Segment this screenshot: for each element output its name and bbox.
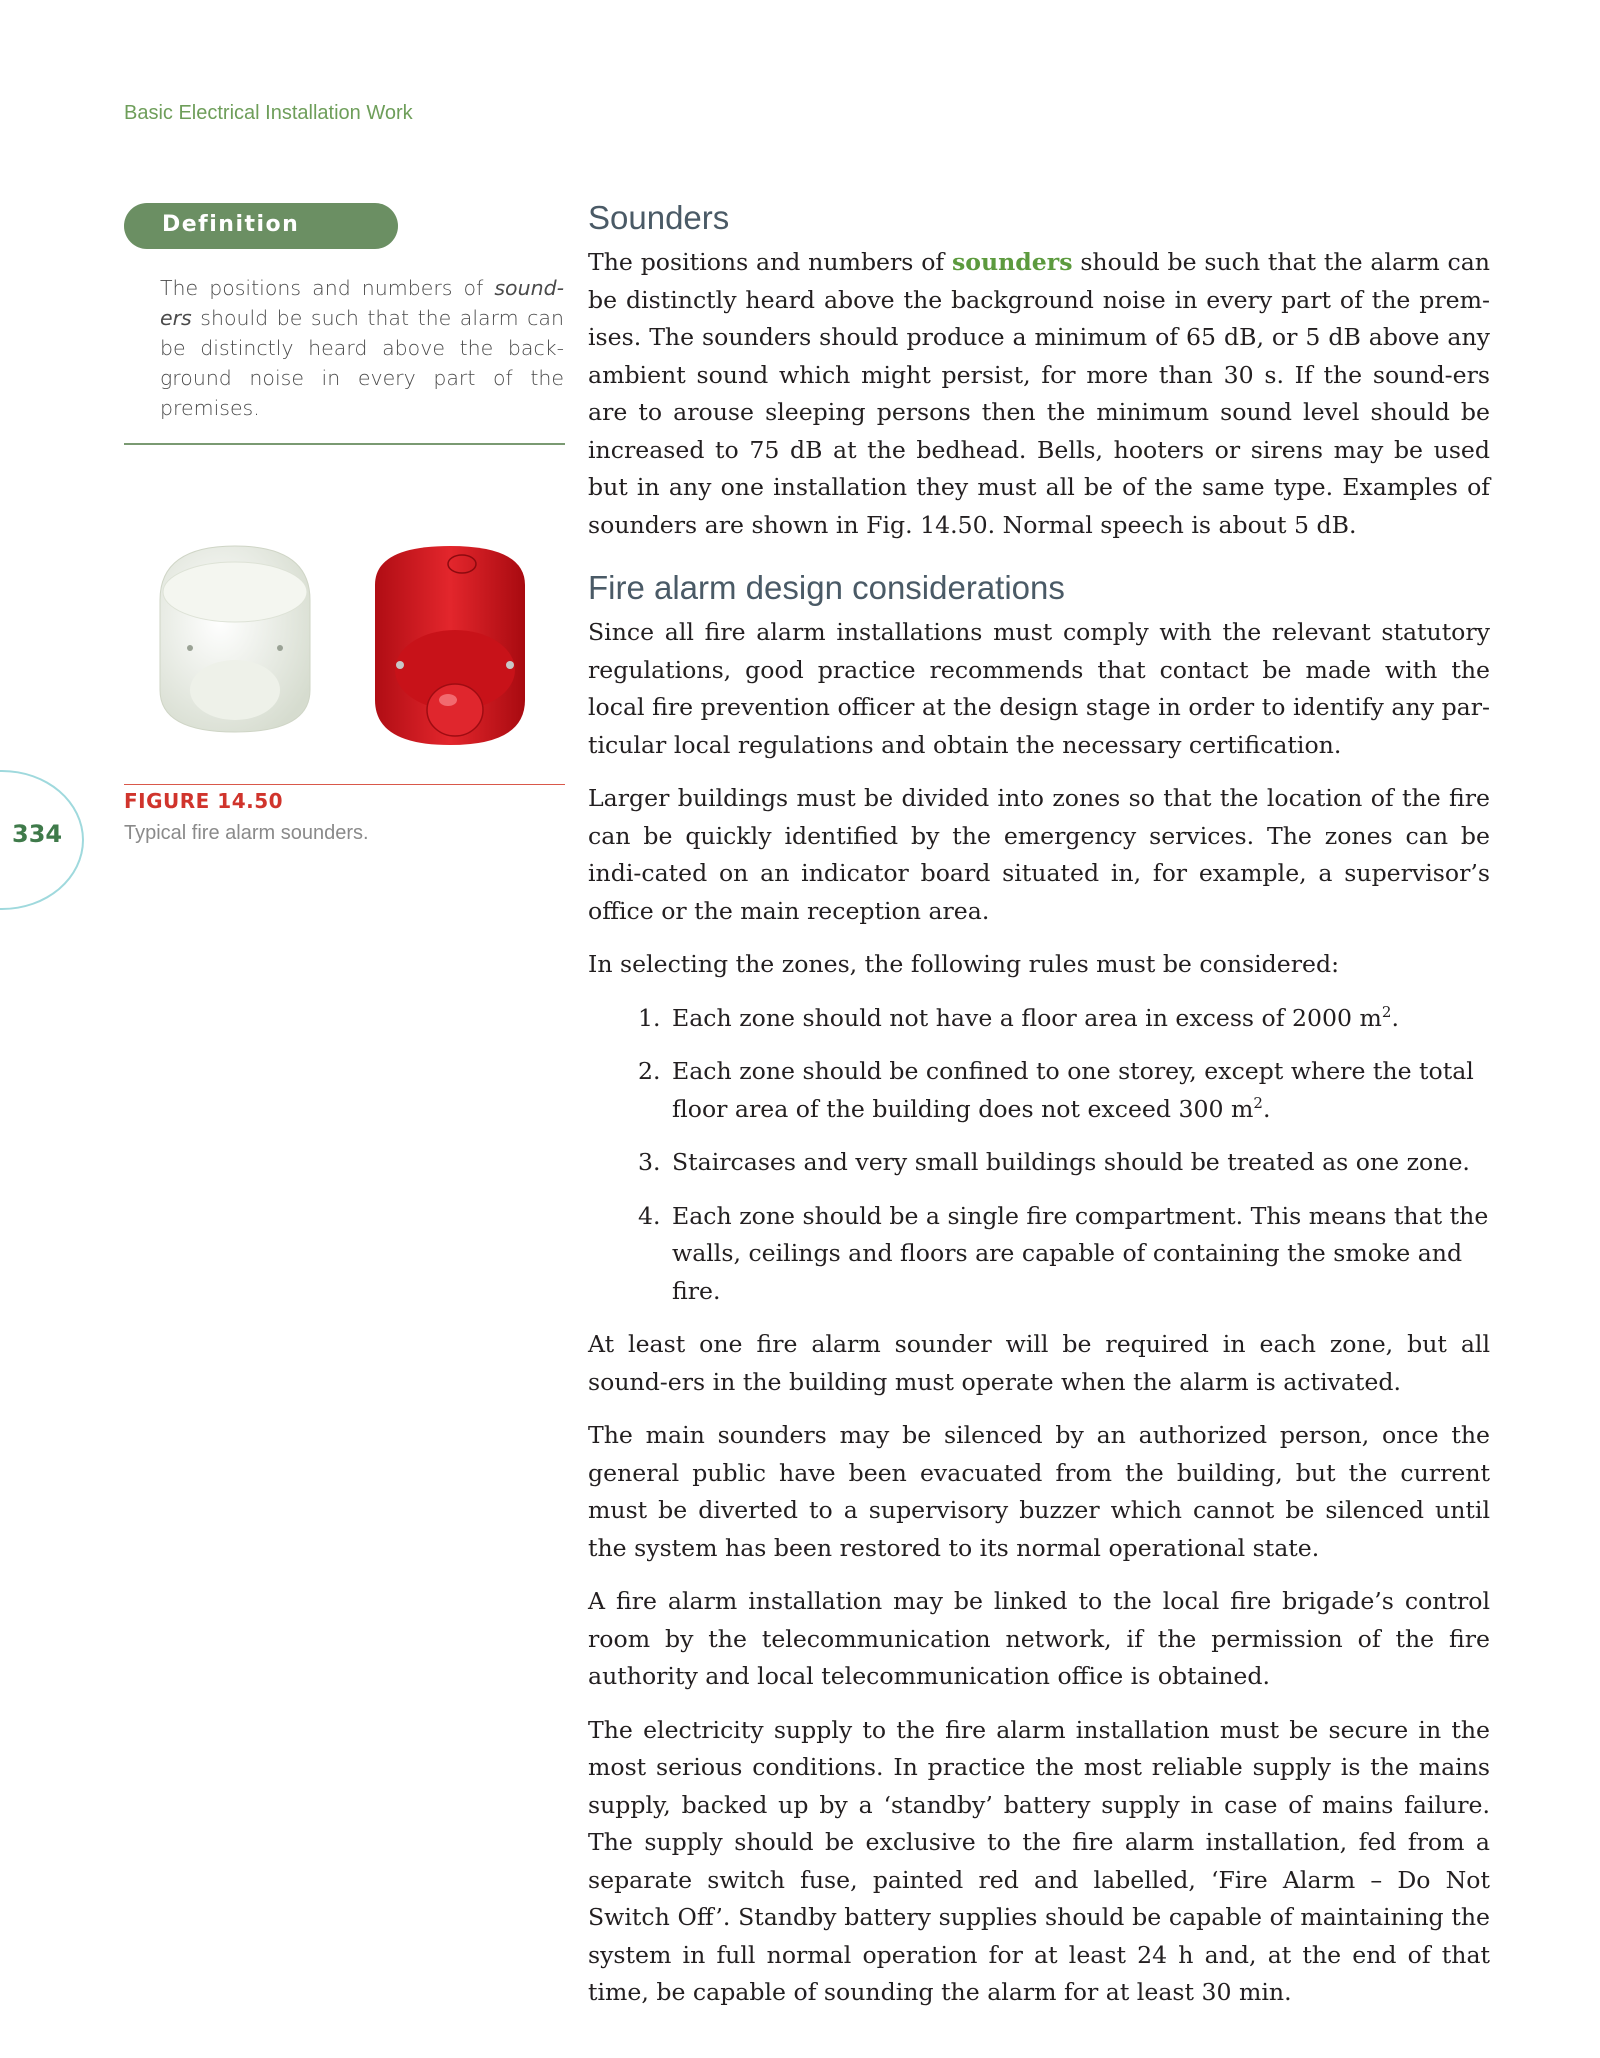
- zone-rules-list: [588, 1000, 1490, 1311]
- rule-1-superscript: 2: [1381, 1002, 1392, 1021]
- fire-alarm-sounders-figure: [150, 540, 550, 770]
- design-paragraph-2: Larger buildings must be divided into zones so that the location of the fire can be quickly identified by the emergency services. The zones can be indi-cated on an indicator board situated in, for example, a supervisor’s office or the main reception area.: [588, 784, 1490, 925]
- sounders-keyword: sounders: [951, 248, 1073, 276]
- figure-caption: Typical fire alarm sounders.: [124, 822, 369, 844]
- rule-2-end: .: [1262, 1094, 1271, 1123]
- definition-text: [160, 273, 564, 423]
- red-sounder-image: [375, 546, 525, 745]
- sounders-text-start: The positions and numbers of: [588, 248, 952, 276]
- section-heading-sounders: Sounders: [588, 199, 730, 236]
- sounders-paragraph: [588, 244, 1490, 544]
- figure-divider: [124, 784, 565, 785]
- rule-2-text: Each zone should be confined to one storey, except where the total floor area of the building does not exceed 300 m: [672, 1057, 1474, 1123]
- list-item: [668, 1053, 1490, 1128]
- definition-divider: [124, 443, 565, 445]
- definition-text-end: should be such that the alarm can be distinctly heard above the back-ground noise in every part of the premises.: [160, 306, 564, 420]
- page-number: 334: [12, 820, 63, 848]
- sounders-text-end: should be such that the alarm can be distinctly heard above the background noise in every part of the prem-ises. The sounders should produce a minimum of 65 dB, or 5 dB above any ambient sound which might persist, for more than 30 s. If the sound-ers are to arouse sleeping persons then the minimum sound level should be increased to 75 dB at the bedhead. Bells, hooters or sirens may be used but in any one installation they must all be of the same type. Examples of sounders are shown in Fig. 14.50. Normal speech is about 5 dB.: [588, 248, 1490, 539]
- rule-1-end: .: [1391, 1003, 1399, 1032]
- rule-1-text: Each zone should not have a floor area in excess of 2000 m: [672, 1003, 1382, 1032]
- design-paragraph-7: The electricity supply to the fire alarm installation must be secure in the most serious conditions. In practice the most reliable supply is the mains supply, backed up by a ‘standby’ battery supply in case of mains failure. The supply should be exclusive to the fire alarm installation, fed from a separate switch fuse, painted red and labelled, ‘Fire Alarm – Do Not Switch Off’. Standby battery supplies should be capable of maintaining the system in full normal operation for at least 24 h and, at the end of that time, be capable of sounding the alarm for at least 30 min.: [588, 1715, 1490, 2006]
- rule-4-text: Each zone should be a single fire compartment. This means that the walls, ceilings and floors are capable of containing the smoke and fire.: [672, 1201, 1489, 1305]
- list-item: [668, 1144, 1490, 1182]
- rule-3-text: Staircases and very small buildings should be treated as one zone.: [672, 1148, 1470, 1176]
- list-item: [668, 1000, 1490, 1038]
- definition-text-start: The positions and numbers of: [160, 276, 495, 300]
- definition-italic-term: sound-ers: [160, 276, 564, 330]
- figure-label: FIGURE 14.50: [124, 789, 284, 813]
- section-heading-design: Fire alarm design considerations: [588, 569, 1065, 606]
- design-paragraph-1: Since all fire alarm installations must comply with the relevant statutory regulations, good practice recommends that contact be made with the local fire prevention officer at the design stage in order to identify any par-ticular local regulations and obtain the necessary certification.: [588, 618, 1490, 759]
- running-head: Basic Electrical Installation Work: [124, 102, 413, 124]
- design-paragraph-5: The main sounders may be silenced by an authorized person, once the general public have been evacuated from the building, but the current must be diverted to a supervisory buzzer which cannot be silenced until the system has been restored to its normal operational state.: [588, 1421, 1490, 1562]
- white-sounder-image: [160, 546, 310, 732]
- design-paragraph-4: At least one fire alarm sounder will be required in each zone, but all sound-ers in the building must operate when the alarm is activated.: [588, 1330, 1490, 1396]
- rule-2-superscript: 2: [1253, 1093, 1263, 1112]
- main-column: [588, 198, 1490, 2028]
- design-paragraph-3: In selecting the zones, the following rules must be considered:: [588, 950, 1340, 978]
- list-item: [668, 1198, 1490, 1311]
- definition-label: Definition: [162, 212, 300, 237]
- definition-label-pill: [124, 203, 398, 249]
- design-paragraph-6: A fire alarm installation may be linked to the local fire brigade’s control room by the telecommunication network, if the permission of the fire authority and local telecommunication office is obtained.: [588, 1587, 1490, 1690]
